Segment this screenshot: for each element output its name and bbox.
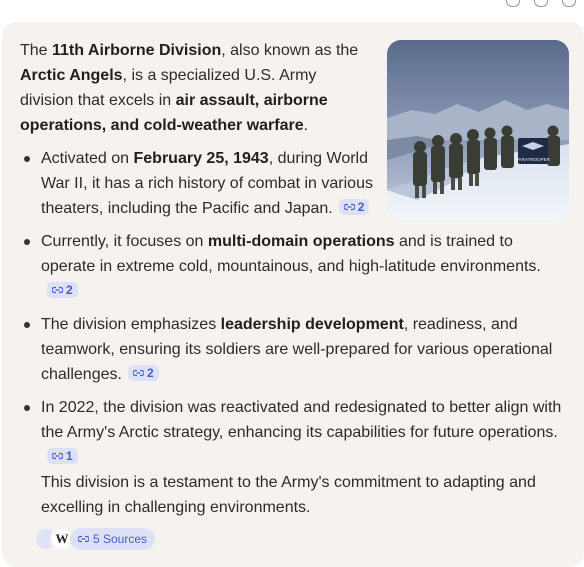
sources-label: 5 Sources bbox=[93, 532, 148, 546]
wikipedia-icon: W bbox=[50, 527, 74, 551]
bullet-text: Currently, it focuses on bbox=[41, 233, 208, 250]
link-icon bbox=[52, 452, 63, 460]
bullet-text: The division emphasizes bbox=[41, 316, 221, 333]
bullet-text: , readiness, and teamwork, ensuring its soldiers are well-prepared for various operational challenges. bbox=[41, 316, 553, 383]
action-icon[interactable] bbox=[534, 0, 548, 7]
bullet-text: In 2022, the division was reactivated and redesignated to better align with the Army's Arctic strategy, enhancing its capabilities for future operations. bbox=[41, 399, 562, 441]
action-icon[interactable] bbox=[506, 0, 520, 7]
intro-text: , is a specialized U.S. Army division that excels in bbox=[20, 67, 317, 109]
division-nickname: Arctic Angels bbox=[20, 67, 123, 84]
citation-count: 2 bbox=[357, 200, 365, 214]
citation-count: 2 bbox=[146, 366, 154, 380]
banner-text: PARATROOPER bbox=[516, 157, 550, 162]
citation-chip[interactable] bbox=[47, 282, 78, 298]
closing-text: This division is a testament to the Army's commitment to adapting and excelling in challenging environments. bbox=[41, 474, 536, 516]
citation-chip[interactable] bbox=[339, 199, 370, 215]
list-item bbox=[20, 229, 565, 304]
answer-card bbox=[2, 22, 584, 567]
link-icon bbox=[52, 286, 63, 294]
intro-text: , also known as the bbox=[221, 42, 359, 59]
intro-text: . bbox=[303, 117, 309, 134]
list-item bbox=[20, 312, 565, 387]
link-icon bbox=[344, 203, 355, 211]
sources-button[interactable] bbox=[70, 528, 155, 550]
bullet-text: , during World War II, it has a rich history of combat in various theaters, including the Pacific and Japan. bbox=[41, 150, 373, 217]
bullet-highlight: multi-domain operations bbox=[207, 233, 395, 250]
sources-bar[interactable] bbox=[34, 526, 155, 552]
intro-paragraph bbox=[20, 38, 370, 138]
action-icon[interactable] bbox=[562, 0, 576, 7]
division-specialties: air assault, airborne operations, and cold-weather warfare bbox=[20, 92, 328, 134]
facts-list bbox=[20, 146, 565, 520]
bullet-highlight: February 25, 1943 bbox=[133, 150, 269, 167]
list-item bbox=[20, 395, 565, 520]
link-icon bbox=[133, 369, 144, 377]
bullet-text: and is trained to operate in extreme cold, mountainous, and high-latitude environments. bbox=[41, 233, 541, 275]
list-item bbox=[20, 146, 381, 221]
bullet-highlight: leadership development bbox=[220, 316, 404, 333]
bullet-text: Activated on bbox=[41, 150, 134, 167]
citation-count: 1 bbox=[66, 449, 73, 463]
citation-count: 2 bbox=[66, 283, 73, 297]
citation-chip[interactable] bbox=[128, 365, 159, 381]
message-actions bbox=[506, 0, 576, 8]
link-icon bbox=[78, 535, 89, 543]
division-name: 11th Airborne Division bbox=[52, 42, 222, 59]
citation-chip[interactable] bbox=[47, 448, 78, 464]
intro-text: The bbox=[20, 42, 53, 59]
